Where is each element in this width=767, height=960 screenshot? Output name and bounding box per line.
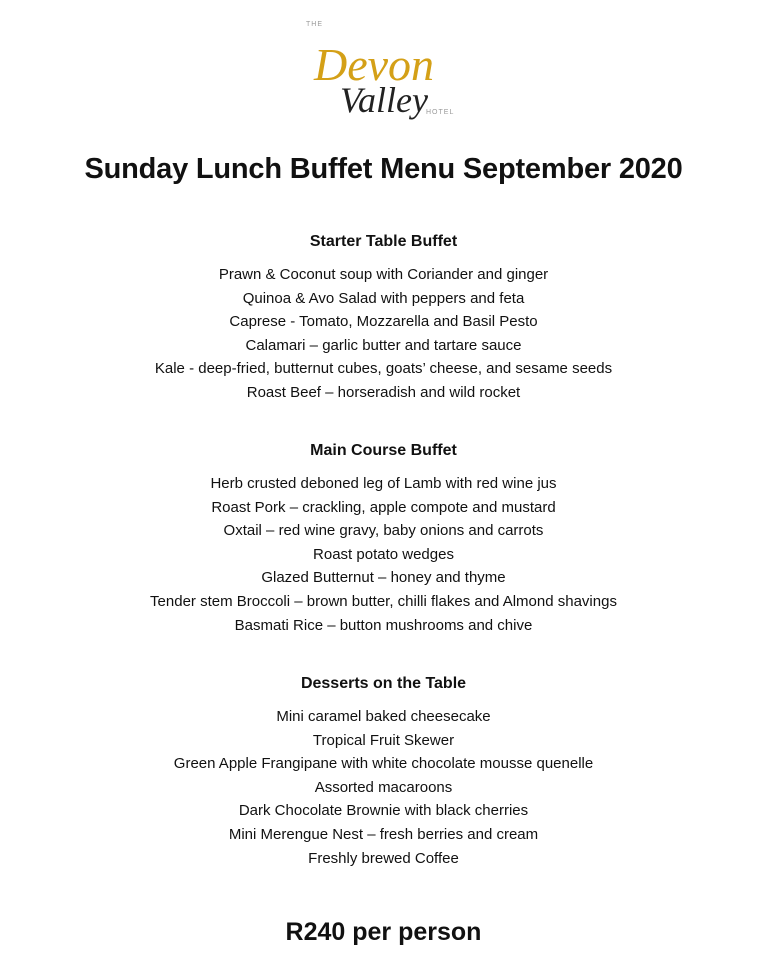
starter-list (0, 263, 767, 405)
menu-item: Green Apple Frangipane with white chocolate mousse quenelle (173, 755, 594, 773)
dessert-list (0, 705, 767, 870)
section-heading: Main Course Buffet (310, 442, 457, 459)
main-course-section (0, 439, 767, 637)
menu-item: Calamari – garlic butter and tartare sauce (245, 336, 522, 354)
menu-item: Glazed Butternut – honey and thyme (261, 569, 506, 587)
menu-item: Quinoa & Avo Salad with peppers and feta (242, 289, 525, 307)
menu-item: Herb crusted deboned leg of Lamb with red wine jus (210, 475, 557, 492)
menu-item: Roast potato wedges (313, 545, 454, 563)
menu-item: Basmati Rice – button mushrooms and chive (234, 616, 533, 634)
menu-item: Oxtail – red wine gravy, baby onions and carrots (223, 522, 544, 540)
price-per-person: R240 per person (285, 918, 482, 946)
section-heading: Starter Table Buffet (309, 233, 458, 250)
section-heading: Desserts on the Table (300, 675, 467, 692)
menu-item: Freshly brewed Coffee (308, 849, 459, 867)
menu-item: Prawn & Coconut soup with Coriander and ginger (218, 266, 549, 283)
menu-item: Dark Chocolate Brownie with black cherries (238, 802, 529, 820)
menu-item: Kale - deep-fried, butternut cubes, goats’ cheese, and sesame seeds (154, 360, 613, 378)
hotel-logo (296, 16, 472, 128)
menu-item: Mini Merengue Nest – fresh berries and cream (228, 825, 539, 843)
logo-hotel-text: HOTEL (426, 109, 455, 116)
menu-title: Sunday Lunch Buffet Menu September 2020 (84, 153, 683, 185)
menu-item: Caprese - Tomato, Mozzarella and Basil Pesto (229, 313, 538, 331)
menu-item: Roast Beef – horseradish and wild rocket (246, 383, 521, 401)
starter-section (0, 230, 767, 405)
logo-valley-text: Valley (340, 80, 428, 120)
menu-item: Tender stem Broccoli – brown butter, chilli flakes and Almond shavings (150, 592, 617, 610)
menu-item: Tropical Fruit Skewer (312, 731, 455, 749)
menu-item: Mini caramel baked cheesecake (276, 708, 491, 725)
main-course-list (0, 472, 767, 637)
menu-item: Roast Pork – crackling, apple compote and mustard (211, 498, 556, 516)
menu-item: Assorted macaroons (314, 778, 453, 796)
logo-devon-text: Devon (314, 39, 435, 90)
dessert-section (0, 672, 767, 870)
logo-the-text: THE (306, 21, 323, 28)
